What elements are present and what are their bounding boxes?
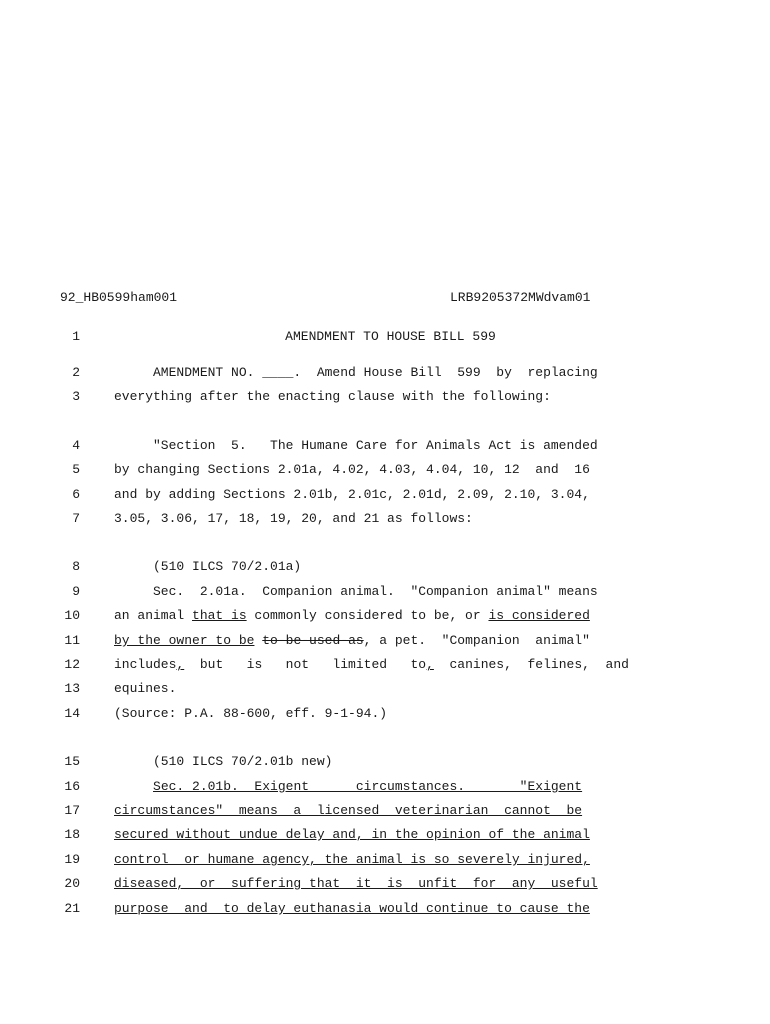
- text-segment: (510 ILCS 70/2.01b new): [114, 754, 333, 769]
- line-text: [114, 584, 667, 599]
- line-text: [114, 803, 667, 818]
- line-text: [114, 511, 667, 526]
- inserted-text: ,: [176, 657, 185, 672]
- line-number: 20: [64, 876, 80, 891]
- text-segment: Sec. 2.01a. Companion animal. "Companion animal" means: [114, 584, 598, 599]
- line-number: 2: [72, 365, 80, 380]
- line-text: [114, 901, 667, 916]
- inserted-text: secured without undue delay and, in the opinion of the animal: [114, 827, 590, 842]
- line-text: [114, 389, 667, 404]
- inserted-text: circumstances" means a licensed veterinarian cannot be: [114, 803, 583, 818]
- inserted-text: that is: [192, 608, 247, 623]
- line-text: [114, 487, 667, 502]
- line-number: 18: [64, 827, 80, 842]
- line-number: 3: [72, 389, 80, 404]
- line-number: 5: [72, 462, 80, 477]
- line-text: [114, 852, 667, 867]
- line-text: [114, 365, 667, 380]
- text-segment: everything after the enacting clause with the following:: [114, 389, 551, 404]
- line-number: 10: [64, 608, 80, 623]
- line-number: 16: [64, 779, 80, 794]
- text-segment: canines, felines, and: [433, 657, 629, 672]
- lrb-id: LRB9205372MWdvam01: [450, 290, 591, 305]
- inserted-text: control or humane agency, the animal is so severely injured,: [114, 852, 590, 867]
- text-segment: an animal: [114, 608, 193, 623]
- inserted-text: diseased, or suffering that it is unfit for any useful: [114, 876, 598, 891]
- line-text: [114, 706, 667, 721]
- line-text: [114, 438, 667, 453]
- text-segment: but is not limited to: [184, 657, 427, 672]
- text-segment: , a pet. "Companion animal": [363, 633, 590, 648]
- line-text: [114, 657, 667, 672]
- line-number: 19: [64, 852, 80, 867]
- line-number: 8: [72, 559, 80, 574]
- text-segment: AMENDMENT NO. ____. Amend House Bill 599 by replacing: [114, 365, 598, 380]
- line-number: 1: [72, 329, 80, 344]
- inserted-text: ,: [426, 657, 434, 672]
- text-segment: 3.05, 3.06, 17, 18, 19, 20, and 21 as follows:: [114, 511, 473, 526]
- line-text: [114, 876, 667, 891]
- text-segment: by changing Sections 2.01a, 4.02, 4.03, 4.04, 10, 12 and 16: [114, 462, 590, 477]
- line-number: 4: [72, 438, 80, 453]
- text-segment: commonly considered to be, or: [246, 608, 489, 623]
- line-number: 15: [64, 754, 80, 769]
- line-number: 6: [72, 487, 80, 502]
- line-number: 7: [72, 511, 80, 526]
- inserted-text: Sec. 2.01b. Exigent circumstances. "Exigent: [153, 779, 583, 794]
- line-text: [114, 559, 667, 574]
- deleted-text: to-be-used-as: [262, 633, 364, 648]
- line-text: [114, 754, 667, 769]
- inserted-text: by the owner to be: [114, 633, 255, 648]
- line-text: [114, 633, 667, 648]
- line-text: [114, 681, 667, 696]
- line-text: [114, 462, 667, 477]
- text-segment: (Source: P.A. 88-600, eff. 9-1-94.): [114, 706, 388, 721]
- line-text: [114, 608, 667, 623]
- line-number: 11: [64, 633, 80, 648]
- inserted-text: purpose and to delay euthanasia would continue to cause the: [114, 901, 590, 916]
- amendment-title: [114, 329, 667, 344]
- line-number: 12: [64, 657, 80, 672]
- text-segment: includes: [114, 657, 177, 672]
- text-segment: equines.: [114, 681, 177, 696]
- text-segment: AMENDMENT TO HOUSE BILL 599: [285, 329, 496, 344]
- line-number: 13: [64, 681, 80, 696]
- line-number: 14: [64, 706, 80, 721]
- text-segment: "Section 5. The Humane Care for Animals Act is amended: [114, 438, 598, 453]
- text-segment: and by adding Sections 2.01b, 2.01c, 2.01d, 2.09, 2.10, 3.04,: [114, 487, 590, 502]
- text-segment: (510 ILCS 70/2.01a): [114, 559, 302, 574]
- inserted-text: is considered: [488, 608, 590, 623]
- line-number: 17: [64, 803, 80, 818]
- bill-id: 92_HB0599ham001: [60, 290, 178, 305]
- line-text: [114, 827, 667, 842]
- line-number: 9: [72, 584, 80, 599]
- text-segment: [114, 779, 153, 794]
- line-number: 21: [64, 901, 80, 916]
- line-text: [114, 779, 667, 794]
